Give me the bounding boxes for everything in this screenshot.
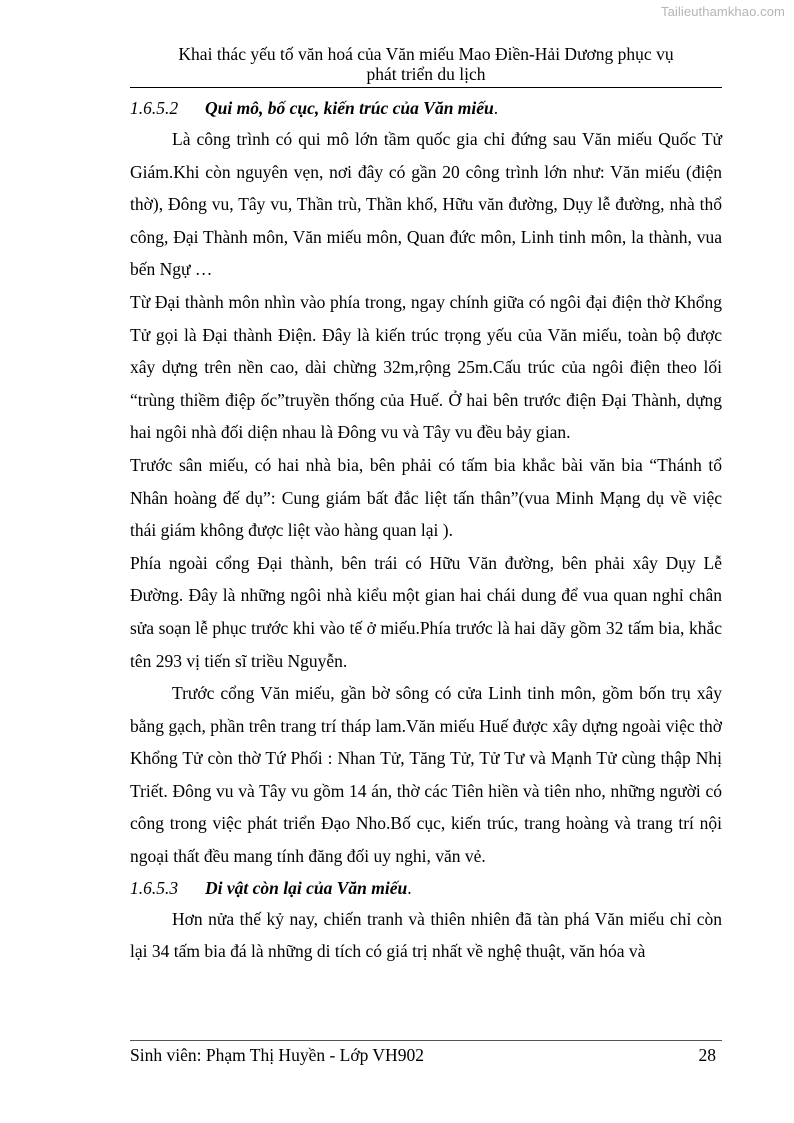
section-number: 1.6.5.2 [130, 98, 179, 118]
header-rule [130, 87, 722, 88]
running-header-line-1: Khai thác yếu tố văn hoá của Văn miếu Mao Điền-Hải Dương phục vụ [178, 44, 674, 64]
paragraph: Trước cổng Văn miếu, gần bờ sông có cửa Linh tinh môn, gồm bốn trụ xây bằng gạch, phần trên trang trí tháp lam.Văn miếu Huế được xây dựng ngoài việc thờ Khổng Tử còn thờ Tứ Phối : Nhan Tử, Tăng Tử, Tử Tư và Mạnh Tử cùng thập Nhị Triết. Đông vu và Tây vu gồm 14 án, thờ các Tiên hiền và tiên nho, những người có công trong việc phát triển Đạo Nho.Bố cục, kiến trúc, trang hoàng và trang trí nội ngoại thất đều mang tính đăng đối uy nghi, văn vẻ. [130, 683, 722, 867]
page-footer [130, 1044, 722, 1066]
footer-rule [130, 1040, 722, 1041]
watermark: Tailieuthamkhao.com [660, 4, 785, 19]
section-heading-1-6-5-2 [130, 93, 722, 123]
section-title: Di vật còn lại của Văn miếu [205, 877, 408, 898]
running-header-line-2: phát triển du lịch [366, 64, 486, 84]
footer-author: Sinh viên: Phạm Thị Huyền - Lớp VH902 [130, 1045, 424, 1065]
section-title-suffix: . [407, 877, 412, 898]
paragraph: Phía ngoài cổng Đại thành, bên trái có Hữu Văn đường, bên phải xây Dụy Lễ Đường. Đây là những ngôi nhà kiểu một gian hai chái dung để vua quan nghỉ chân sửa soạn lễ phục trước khi vào tế ở miếu.Phía trước là hai dãy gồm 32 tấm bia, khắc tên 293 vị tiến sĩ triều Nguyễn. [130, 552, 722, 671]
running-header [130, 44, 722, 84]
section-title-suffix: . [493, 98, 499, 118]
paragraph: Là công trình có qui mô lớn tầm quốc gia chỉ đứng sau Văn miếu Quốc Tử Giám.Khi còn nguyên vẹn, nơi đây có gần 20 công trình lớn như: Văn miếu (điện thờ), Đông vu, Tây vu, Thần trù, Thần khố, Hữu văn đường, Dụy lễ đường, nhà thổ công, Đại Thành môn, Văn miếu môn, Quan đức môn, Linh tinh môn, la thành, vua bến Ngự … [130, 129, 722, 280]
paragraph: Từ Đại thành môn nhìn vào phía trong, ngay chính giữa có ngôi đại điện thờ Khổng Tử gọi là Đại thành Điện. Đây là kiến trúc trọng yếu của Văn miếu, toàn bộ được xây dựng trên nền cao, dài chừng 32m,rộng 25m.Cấu trúc của ngôi điện theo lối “trùng thiềm điệp ốc”truyền thống của Huế. Ở hai bên trước điện Đại Thành, dựng hai ngôi nhà đối diện nhau là Đông vu và Tây vu đều bảy gian. [130, 291, 722, 443]
section-title: Qui mô, bố cục, kiến trúc của Văn miếu [205, 98, 494, 118]
section-heading-1-6-5-3 [130, 873, 722, 903]
section-number: 1.6.5.3 [130, 877, 179, 898]
page-number: 28 [698, 1045, 716, 1065]
document-body [130, 93, 722, 968]
paragraph: Hơn nửa thế kỷ nay, chiến tranh và thiên nhiên đã tàn phá Văn miếu chỉ còn lại 34 tấm bia đá là những di tích có giá trị nhất về nghệ thuật, văn hóa và [130, 908, 722, 962]
paragraph: Trước sân miếu, có hai nhà bia, bên phải có tấm bia khắc bài văn bia “Thánh tổ Nhân hoàng đế dụ”: Cung giám bất đắc liệt tấn thân”(vua Minh Mạng dụ về việc thái giám không được liệt vào hàng quan lại ). [130, 454, 722, 541]
